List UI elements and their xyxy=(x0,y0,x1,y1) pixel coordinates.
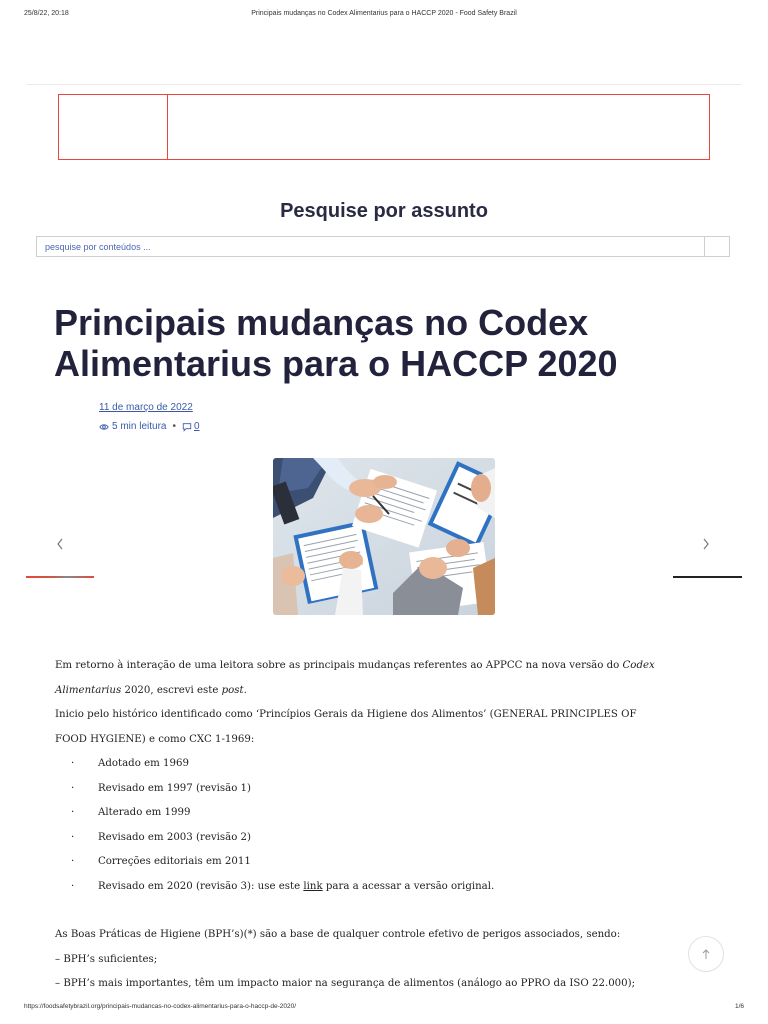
eye-icon xyxy=(99,422,109,432)
ad-banner-divider xyxy=(167,95,168,159)
arrow-up-icon xyxy=(701,948,711,960)
print-page-title: Principais mudanças no Codex Alimentarius para o HACCP 2020 - Food Safety Brazil xyxy=(251,10,517,17)
print-url: https://foodsafetybrazil.org/principais-mudancas-no-codex-alimentarius-para-o-haccp-de-2020/ xyxy=(24,1003,297,1010)
search-bar xyxy=(36,236,730,257)
post-meta xyxy=(99,421,200,432)
intro-paragraph: Em retorno à interação de uma leitora sobre as principais mudanças referentes ao APPCC na nova versão do Codex Alimentarius 2020, escrevi este post. xyxy=(55,660,655,696)
print-timestamp: 25/8/22, 20:18 xyxy=(24,10,69,17)
ad-banner-placeholder xyxy=(58,94,710,160)
post-title: Principais mudanças no Codex Alimentarius para o HACCP 2020 xyxy=(54,302,618,384)
back-to-top-button[interactable] xyxy=(688,936,724,972)
history-line-1: Inicio pelo histórico identificado como ‘Princípios Gerais da Higiene dos Alimentos’ (GENERAL PRINCIPLES OF xyxy=(55,709,637,720)
meeting-documents-illustration xyxy=(273,458,495,615)
list-item: · Revisado em 2003 (revisão 2) xyxy=(71,831,252,843)
featured-image xyxy=(273,458,495,615)
list-item: · Alterado em 1999 xyxy=(71,807,191,818)
meta-separator: • xyxy=(172,421,176,432)
comment-icon[interactable] xyxy=(182,422,192,432)
print-header xyxy=(24,10,744,22)
search-button[interactable] xyxy=(704,237,729,256)
search-input[interactable] xyxy=(37,237,715,256)
print-page-number: 1/6 xyxy=(734,1003,744,1010)
header-divider xyxy=(26,84,742,85)
next-post-indicator[interactable] xyxy=(673,576,742,578)
search-heading: Pesquise por assunto xyxy=(280,200,488,222)
list-item: · Adotado em 1969 xyxy=(71,758,189,769)
bph-intro: As Boas Práticas de Higiene (BPH’s)(*) são a base de qualquer controle efetivo de perigos associados, sendo: xyxy=(55,929,621,940)
bph-item-important: – BPH’s mais importantes, têm um impacto maior na segurança de alimentos (análogo ao PPRO da ISO 22.000); xyxy=(55,978,636,989)
list-item: · Revisado em 2020 (revisão 3): use este link para a acessar a versão original. xyxy=(71,880,495,892)
read-time: 5 min leitura xyxy=(112,421,167,432)
chevron-left-icon[interactable] xyxy=(54,536,66,552)
paragraph-gap xyxy=(55,899,715,923)
revision-timeline-list xyxy=(55,752,715,899)
list-item: · Revisado em 1997 (revisão 1) xyxy=(71,782,252,794)
codex-original-link[interactable]: link xyxy=(303,880,323,892)
post-date-link[interactable]: 11 de março de 2022 xyxy=(99,402,193,413)
prev-post-indicator[interactable] xyxy=(26,576,94,578)
bph-item-sufficient: – BPH’s suficientes; xyxy=(55,953,158,965)
comment-count-link[interactable]: 0 xyxy=(193,421,200,432)
history-line-2: FOOD HYGIENE) e como CXC 1-1969: xyxy=(55,733,255,745)
print-footer xyxy=(24,1003,744,1013)
list-item: · Correções editoriais em 2011 xyxy=(71,856,251,867)
article-content xyxy=(55,654,715,997)
chevron-right-icon[interactable] xyxy=(700,536,712,552)
